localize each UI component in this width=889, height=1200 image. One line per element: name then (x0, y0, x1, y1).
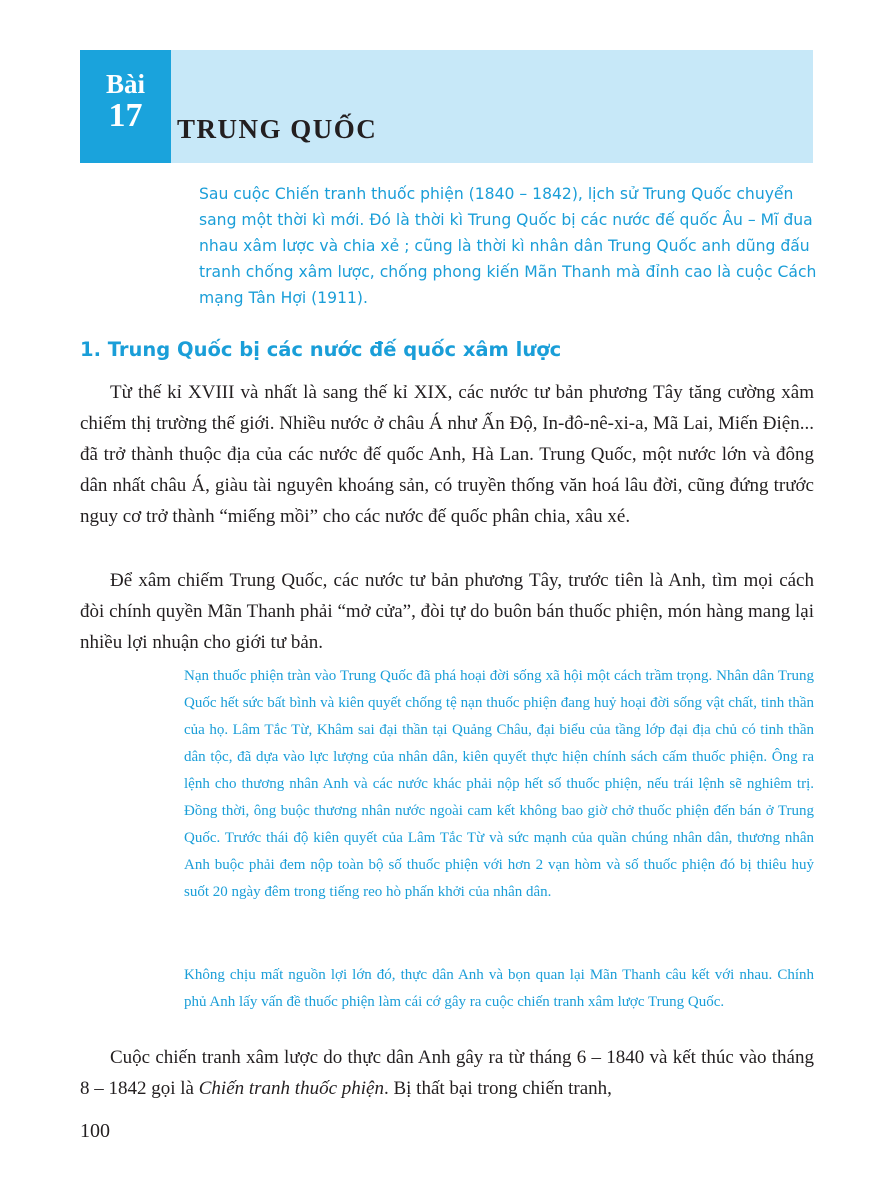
reading-note-1: Nạn thuốc phiện tràn vào Trung Quốc đã phá hoại đời sống xã hội một cách trầm trọng. Nhân dân Trung Quốc hết sức bất bình và kiên quyết chống tệ nạn thuốc phiện đang huỷ hoại đời sống vật chất, tinh thần của họ. Lâm Tắc Từ, Khâm sai đại thần tại Quảng Châu, đại biểu của tầng lớp đại địa chủ có tinh thần dân tộc, đã dựa vào lực lượng của nhân dân, kiên quyết thực hiện chính sách cấm thuốc phiện. Ông ra lệnh cho thương nhân Anh và các nước khác phải nộp hết số thuốc phiện, nếu trái lệnh sẽ nghiêm trị. Đồng thời, ông buộc thương nhân nước ngoài cam kết không bao giờ chở thuốc phiện đến bán ở Trung Quốc. Trước thái độ kiên quyết của Lâm Tắc Từ và sức mạnh của quần chúng nhân dân, thương nhân Anh buộc phải đem nộp toàn bộ số thuốc phiện với hơn 2 vạn hòm và số thuốc phiện đó bị thiêu huỷ suốt 20 ngày đêm trong tiếng reo hò phấn khởi của nhân dân. (184, 668, 814, 900)
section-heading: 1. Trung Quốc bị các nước đế quốc xâm lược (80, 338, 562, 361)
lesson-title: TRUNG QUỐC (177, 114, 378, 144)
page-number: 100 (80, 1120, 110, 1142)
lesson-badge (80, 50, 171, 163)
body-paragraph-2: Để xâm chiếm Trung Quốc, các nước tư bản phương Tây, trước tiên là Anh, tìm mọi cách đòi chính quyền Mãn Thanh phải “mở cửa”, đòi tự do buôn bán thuốc phiện, món hàng mang lại nhiều lợi nhuận cho giới tư bản. (80, 570, 814, 653)
body-paragraph-3 (80, 1042, 814, 1104)
lesson-number: 17 (108, 97, 143, 134)
body-paragraph-3-start: Cuộc chiến tranh xâm lược do thực dân Anh gây ra từ tháng 6 – 1840 và kết thúc vào tháng 8 – 1842 gọi là (80, 1047, 814, 1099)
intro-paragraph: Sau cuộc Chiến tranh thuốc phiện (1840 – 1842), lịch sử Trung Quốc chuyển sang một thời kì mới. Đó là thời kì Trung Quốc bị các nước đế quốc Âu – Mĩ đua nhau xâm lược và chia xẻ ; cũng là thời kì nhân dân Trung Quốc anh dũng đấu tranh chống xâm lược, chống phong kiến Mãn Thanh mà đỉnh cao là cuộc Cách mạng Tân Hợi (1911). (199, 185, 817, 307)
lesson-label: Bài (105, 69, 145, 99)
reading-note-2: Không chịu mất nguồn lợi lớn đó, thực dân Anh và bọn quan lại Mãn Thanh câu kết với nhau. Chính phủ Anh lấy vấn đề thuốc phiện làm cái cớ gây ra cuộc chiến tranh xâm lược Trung Quốc. (184, 967, 814, 1010)
body-paragraph-3-end: . Bị thất bại trong chiến tranh, (383, 1078, 612, 1099)
lesson-title-bar (171, 50, 813, 163)
body-paragraph-1: Từ thế kỉ XVIII và nhất là sang thế kỉ XIX, các nước tư bản phương Tây tăng cường xâm chiếm thị trường thế giới. Nhiều nước ở châu Á như Ấn Độ, In-đô-nê-xi-a, Mã Lai, Miến Điện... đã trở thành thuộc địa của các nước đế quốc Anh, Hà Lan. Trung Quốc, một nước lớn và đông dân nhất châu Á, giàu tài nguyên khoáng sản, có truyền thống văn hoá lâu đời, cũng đứng trước nguy cơ trở thành “miếng mồi” cho các nước đế quốc phân chia, xâu xé. (80, 382, 814, 527)
key-term: Chiến tranh thuốc phiện (198, 1078, 384, 1099)
